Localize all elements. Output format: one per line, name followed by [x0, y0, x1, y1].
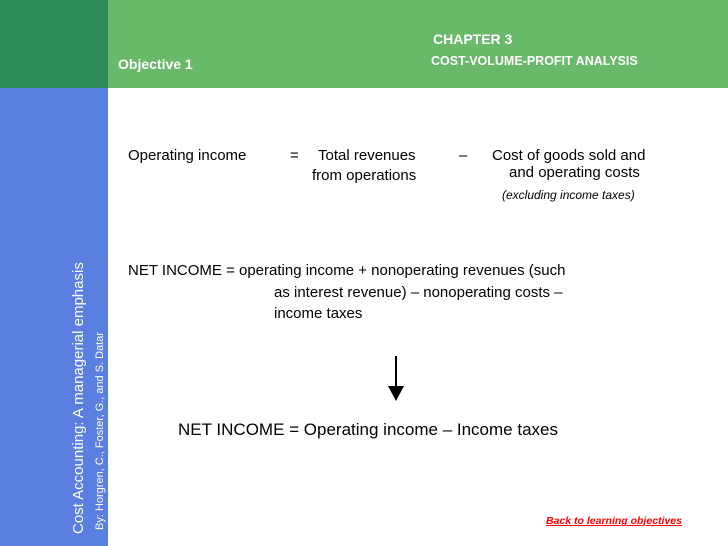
eq3-net-income: NET INCOME = Operating income – Income taxes — [178, 420, 558, 439]
back-to-objectives-link[interactable]: Back to learning objectives — [546, 515, 682, 527]
book-title: Cost Accounting: A managerial emphasis — [70, 262, 87, 534]
eq1-note: (excluding income taxes) — [502, 188, 635, 202]
eq1-minus: – — [459, 147, 468, 164]
down-arrow-icon — [386, 356, 406, 402]
eq1-lhs: Operating income — [128, 147, 247, 164]
eq2-line2: as interest revenue) – nonoperating costs – — [274, 284, 563, 301]
eq2-line3: income taxes — [274, 305, 363, 322]
chapter-label: CHAPTER 3 — [433, 31, 513, 47]
objective-label: Objective 1 — [118, 56, 193, 72]
eq2-line1: NET INCOME = operating income + nonoperating revenues (such — [128, 262, 566, 279]
corner-block — [0, 0, 108, 88]
eq1-term1-line1: Total revenues — [318, 147, 416, 164]
eq1-term2-line1: Cost of goods sold and — [492, 147, 646, 164]
sidebar-bar — [0, 88, 108, 546]
eq1-equals: = — [290, 147, 299, 164]
book-authors: By: Horgren, C., Foster, G., and S. Datar — [94, 331, 106, 530]
eq1-term1-line2: from operations — [312, 167, 417, 184]
header-bar — [108, 0, 728, 88]
chapter-title: COST-VOLUME-PROFIT ANALYSIS — [431, 54, 638, 68]
eq1-term2-line2: and operating costs — [509, 164, 640, 181]
